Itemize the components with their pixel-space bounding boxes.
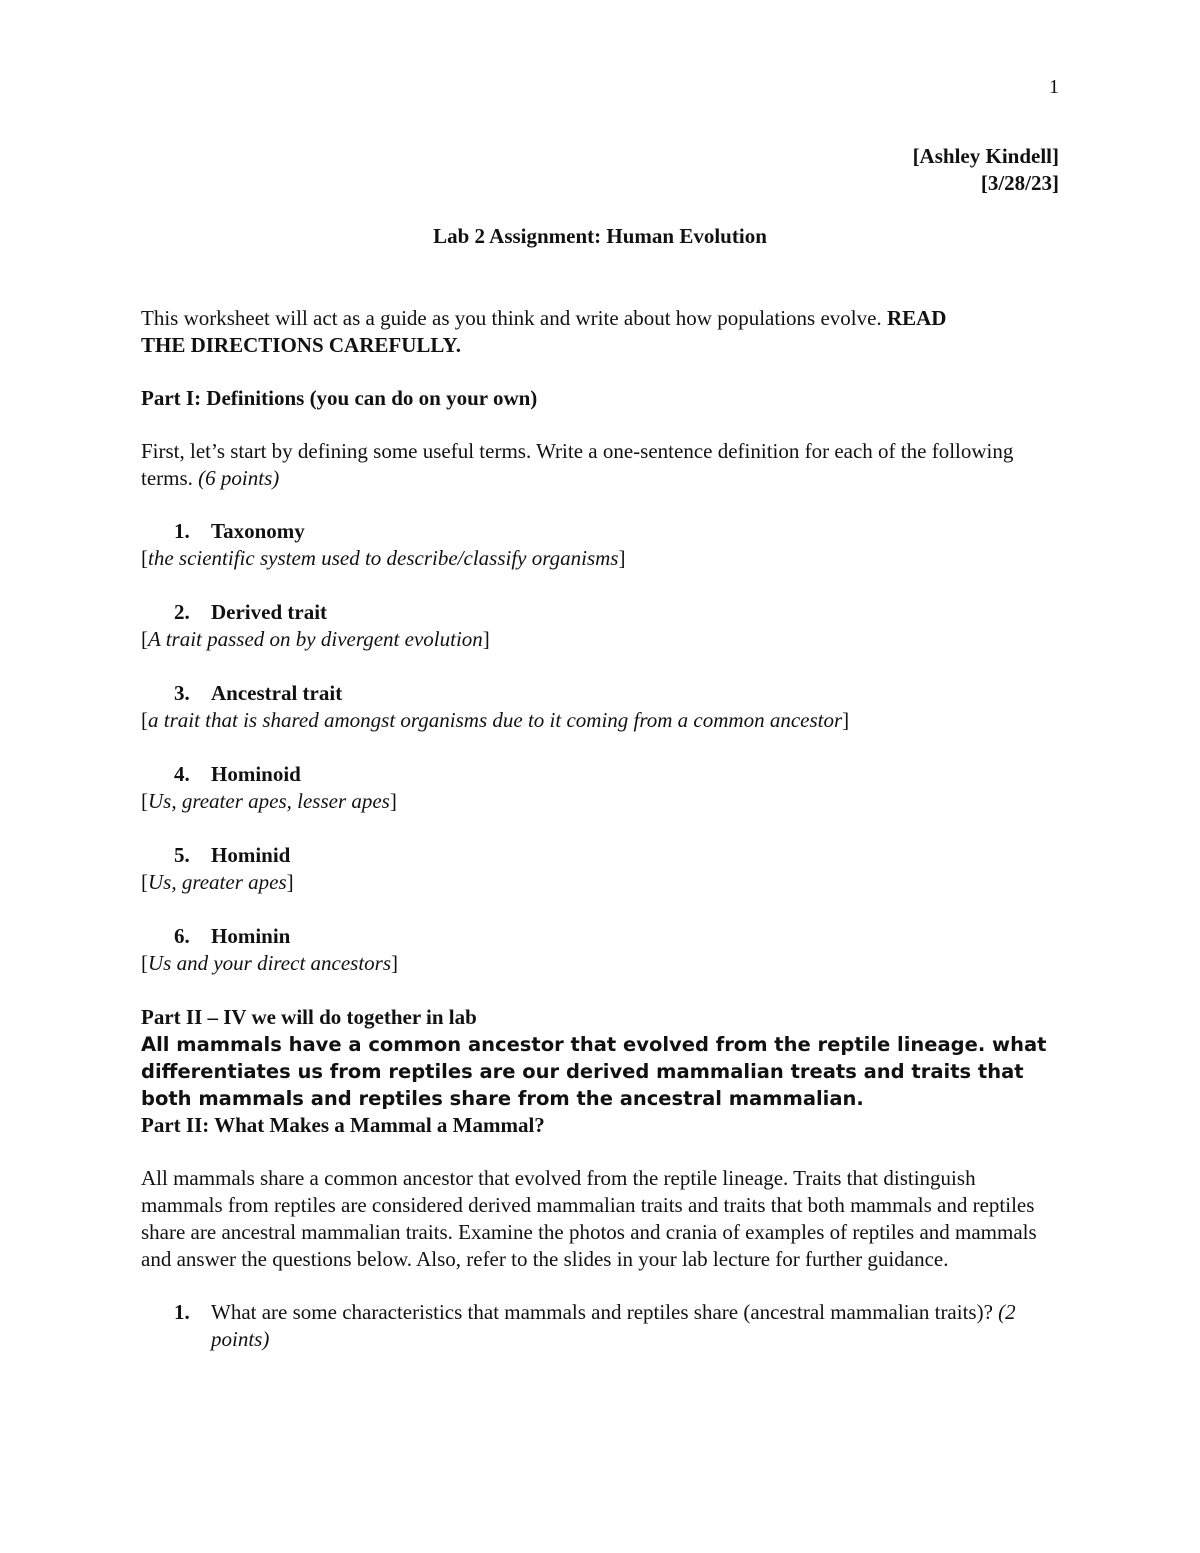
term-definition: [Us, greater apes] — [141, 870, 294, 894]
intro-text: This worksheet will act as a guide as you think and write about how populations evolve. — [141, 306, 882, 330]
definition-text: Us, greater apes — [148, 870, 287, 894]
header-block — [913, 143, 1059, 197]
definition-text: the scientific system used to describe/classify organisms — [148, 546, 619, 570]
definition-item — [141, 923, 1061, 977]
question-text: What are some characteristics that mammals and reptiles share (ancestral mammalian traits)? — [211, 1300, 993, 1324]
part1-instructions-text: First, let’s start by defining some useful terms. Write a one-sentence definition for each of the following terms. — [141, 439, 1014, 490]
definition-text: A trait passed on by divergent evolution — [148, 627, 483, 651]
intro-paragraph — [141, 305, 1061, 359]
term-definition: [the scientific system used to describe/classify organisms] — [141, 546, 626, 570]
question-item — [141, 1299, 1061, 1353]
term-definition: [A trait passed on by divergent evolution] — [141, 627, 490, 651]
together-heading: Part II – IV we will do together in lab — [141, 1005, 477, 1029]
student-name: [Ashley Kindell] — [912, 144, 1059, 168]
part2-heading: Part II: What Makes a Mammal a Mammal? — [141, 1113, 545, 1137]
question-points: (2 points) — [211, 1300, 1016, 1351]
definition-item — [141, 842, 1061, 896]
submission-date: [3/28/23] — [980, 171, 1059, 195]
document-body — [141, 305, 1061, 1353]
term-heading — [141, 518, 1061, 545]
term-label: Taxonomy — [211, 519, 305, 543]
term-number: 6. — [174, 924, 190, 948]
together-note-text: All mammals have a common ancestor that evolved from the reptile lineage. what differentiates us from reptiles are our derived mammalian treats and traits that both mammals and reptiles share from the ancestral mammalian. — [141, 1033, 1047, 1110]
definition-item — [141, 761, 1061, 815]
intro-emphasis-1: READ — [886, 306, 947, 330]
term-heading — [141, 842, 1061, 869]
term-number: 2. — [174, 600, 190, 624]
term-number: 3. — [174, 681, 190, 705]
definition-text: a trait that is shared amongst organisms due to it coming from a common ancestor — [148, 708, 843, 732]
page-title: Lab 2 Assignment: Human Evolution — [433, 224, 767, 248]
term-label: Hominid — [211, 843, 291, 867]
term-number: 1. — [174, 519, 190, 543]
definition-text: Us, greater apes, lesser apes — [148, 789, 390, 813]
term-label: Derived trait — [211, 600, 328, 624]
term-definition: [a trait that is shared amongst organisms due to it coming from a common ancestor] — [141, 708, 850, 732]
page-number: 1 — [1049, 76, 1059, 98]
part1-points: (6 points) — [198, 466, 280, 490]
term-label: Hominoid — [211, 762, 301, 786]
part1-heading: Part I: Definitions (you can do on your own) — [141, 386, 538, 410]
term-definition: [Us, greater apes, lesser apes] — [141, 789, 397, 813]
term-heading — [141, 923, 1061, 950]
definition-item — [141, 680, 1061, 734]
term-heading — [141, 761, 1061, 788]
question-text-wrap — [211, 1299, 1061, 1353]
term-definition: [Us and your direct ancestors] — [141, 951, 399, 975]
term-label: Ancestral trait — [211, 681, 343, 705]
part2-paragraph: All mammals share a common ancestor that evolved from the reptile lineage. Traits that distinguish mammals from reptiles are considered derived mammalian traits and traits that both mammals and reptiles share are ancestral mammalian traits. Examine the photos and crania of examples of reptiles and mammals and answer the questions below. Also, refer to the slides in your lab lecture for further guidance. — [141, 1166, 1037, 1271]
term-label: Hominin — [211, 924, 291, 948]
term-number: 5. — [174, 843, 190, 867]
term-heading — [141, 680, 1061, 707]
definition-text: Us and your direct ancestors — [148, 951, 392, 975]
definition-item — [141, 518, 1061, 572]
term-number: 4. — [174, 762, 190, 786]
question-number: 1. — [174, 1300, 190, 1324]
part1-instructions — [141, 438, 1061, 492]
intro-emphasis-2: THE DIRECTIONS CAREFULLY. — [141, 333, 461, 357]
term-heading — [141, 599, 1061, 626]
definition-item — [141, 599, 1061, 653]
